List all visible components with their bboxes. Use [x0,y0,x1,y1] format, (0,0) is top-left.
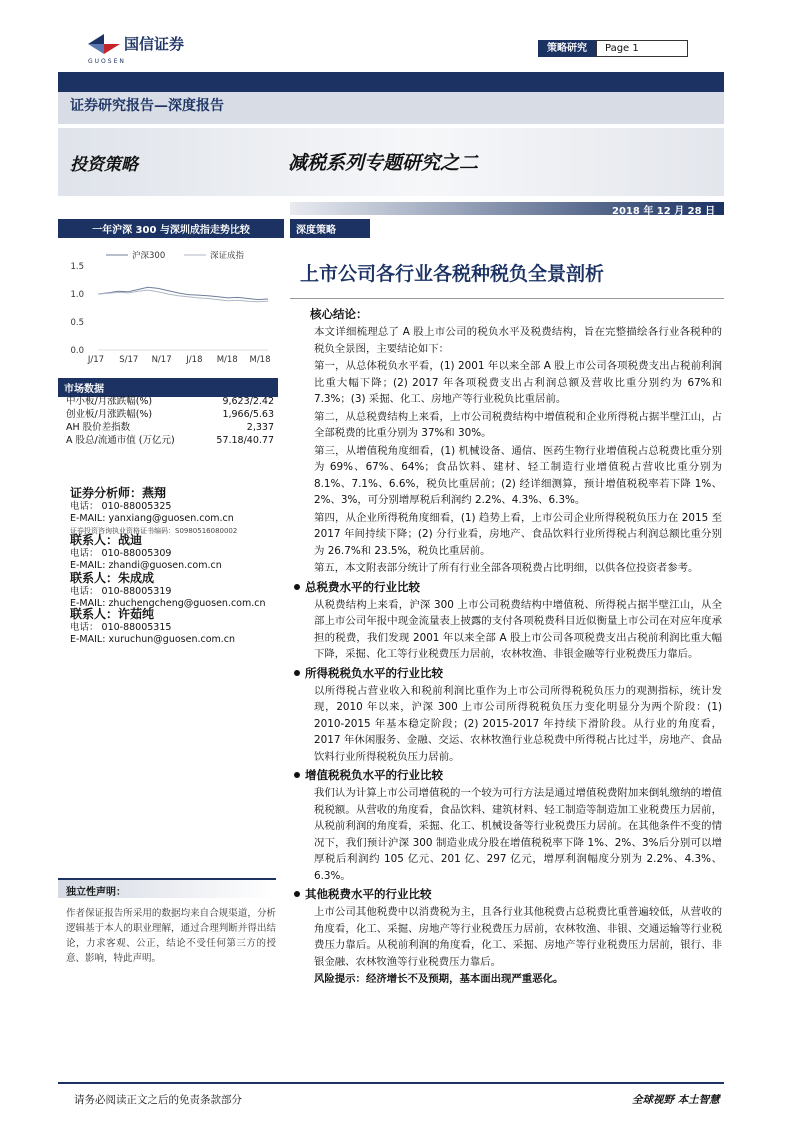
independence-text: 作者保证报告所采用的数据均来自合规渠道，分析逻辑基于本人的职业理解，通过合理判断并得出结论，力求客观、公正，结论不受任何第三方的授意、影响，特此声明。 [66,908,276,964]
core-paragraph: 第一，从总体税负水平看，(1) 2001 年以来全部 A 股上市公司各项税费支出占税前利润比重大幅下降；(2) 2017 年各项税费支出占利润总额及营收比重分别约为 67%和 7.3%；(3) 采掘、化工、房地产等行业税负比重居前。 [314,360,722,405]
market-row [66,421,274,434]
contact-email[interactable]: E-MAIL: xuruchun@guosen.com.cn [70,634,236,645]
contact-email[interactable]: E-MAIL: zhandi@guosen.com.cn [70,560,222,571]
x-tick-label: N/17 [151,355,172,365]
analyst-phone: 电话： 010-88005325 [70,501,172,512]
market-row [66,408,274,421]
footer-disclaimer[interactable]: 请务必阅读正文之后的免责条款部分 [74,1094,242,1106]
contact-title: 联系人： [70,607,119,621]
contact-name-line [70,571,290,586]
y-tick-label: 0.5 [70,318,84,328]
core-title: 核心结论： [310,307,368,321]
section-heading [294,665,722,681]
contact-name: 战迪 [118,533,143,547]
analyst-name-line [70,486,290,501]
section-title: 其他税费水平的行业比较 [305,887,432,901]
main-tag: 深度策略 [290,219,370,238]
series-line [98,287,268,299]
analyst-title: 证券分析师： [70,486,143,500]
section-text: 从税费结构上来看，沪深 300 上市公司税费结构中增值税、所得税占据半壁江山，从全部上市公司年报中现金流量表上披露的支付各项税费科目近似衡量上市公司在对应年度承担的税费，我们发现 2001 年以来全部 A 股上市公司各项税费支出占税前利润比重大幅下降，采掘、化工等行业税费压力居前，农林牧渔、非银金融等行业税费压力靠后。 [314,598,722,660]
contact-title: 联系人： [70,571,119,585]
contact-block [70,533,290,572]
section-title: 总税费水平的行业比较 [305,579,420,594]
index-chart-svg [58,244,278,372]
main-body [294,306,722,989]
x-tick-label: J/18 [186,355,203,365]
market-label: 创业板/月涨跌幅(%) [66,409,153,420]
core-paragraph: 第三，从增值税角度细看，(1) 机械设备、通信、医药生物行业增值税占总税费比重分别为 69%、67%、64%；食品饮料、建材、轻工制造行业增值税占营收比重分别为 8.1%、7.1%、6.6%，税负比重居前；(2) 经详细测算，预计增值税税率若下降 1%、2%、3%，可分别增厚税后利润约 2.2%、4.3%、6.3%。 [314,444,722,506]
market-data-table [66,395,274,447]
contact-block [70,571,290,610]
contact-block [70,607,290,646]
analyst-name: 燕翔 [142,486,167,500]
contact-name-line [70,607,290,622]
section-text: 上市公司其他税费中以消费税为主，且各行业其他税费占总税费比重普遍较低，从营收的角度看，化工、采掘、房地产等行业税费压力居前，农林牧渔、非银、交通运输等行业税费压力靠后。从税前利润的角度看，化工、采掘、房地产等行业税费压力居前，银行、非银金融、农林牧渔等行业税费压力靠后。 [314,906,722,968]
index-chart [58,244,278,372]
contact-name: 朱成成 [118,571,155,585]
footer-rule [58,1082,724,1084]
bullet-icon [294,891,300,897]
section-title: 所得税税负水平的行业比较 [305,665,443,680]
company-name-en: GUOSEN [88,58,126,65]
contact-email[interactable]: E-MAIL: zhuchengcheng@guosen.com.cn [70,598,266,609]
market-data-title: 市场数据 [58,378,278,397]
report-tag: 策略研究 [538,40,596,57]
section-heading [294,579,722,595]
category-title: 投资策略 [70,155,138,175]
analyst-email[interactable]: E-MAIL: yanxiang@guosen.com.cn [70,513,234,524]
market-row [66,434,274,447]
contact-phone: 电话： 010-88005319 [70,586,172,597]
section-title: 增值税税负水平的行业比较 [305,768,443,782]
contact-name: 许茹纯 [118,607,155,621]
market-value: 57.18/40.77 [216,435,274,446]
market-row [66,395,274,408]
y-tick-label: 1.5 [70,262,84,272]
market-value: 1,966/5.63 [222,409,274,420]
section-heading [294,767,722,783]
market-label: A 股总/流通市值 (万亿元) [66,435,175,446]
footer-slogan: 全球视野 本土智慧 [632,1094,720,1106]
market-value: 9,623/2.42 [222,396,274,407]
header-band [58,72,724,92]
contact-name-line [70,533,290,548]
x-tick-label: J/17 [87,355,105,365]
analyst-block [70,486,290,537]
core-conclusions [294,324,722,577]
core-paragraph: 本文详细梳理总了 A 股上市公司的税负水平及税费结构，旨在完整描绘各行业各税种的税负全景图，主要结论如下： [314,326,722,355]
section-text: 我们认为计算上市公司增值税的一个较为可行方法是通过增值税费附加来倒轧缴纳的增值税税额。从营收的角度看，食品饮料、建筑材料、轻工制造等制造加工业税费压力居前，从税前利润的角度看，采掘、化工、机械设备等行业税费压力居前。在其他条件不变的情况下，我们预计沪深 300 制造业成分股在增值税税率下降 1%、2%、3%后分别可以增厚税后利润约 105 亿元、201 亿、297 亿元，增厚利润幅度分别为 2.2%、4.3%、6.3%。 [314,787,722,882]
legend-label: 深证成指 [210,251,245,261]
series-title: 减税系列专题研究之二 [288,152,479,174]
core-paragraph: 第四，从企业所得税角度细看，(1) 趋势上看，上市公司企业所得税税负压力在 2015 至 2017 年间持续下降；(2) 分行业看，房地产、食品饮料行业所得税占利润总额比重分别为 26.7%和 23.5%，税负比重居前。 [314,511,722,557]
bullet-icon [294,670,300,676]
company-name: 国信证券 [124,35,185,53]
report-type: 证券研究报告—深度报告 [70,98,224,114]
core-paragraph: 第二，从总税费结构上来看，上市公司税费结构中增值税和企业所得税占据半壁江山，占全部税费的比重分别为 37%和 30%。 [314,410,722,439]
analyst-license: 证券投资咨询执业资格证书编码：S0980516080002 [70,527,238,535]
x-tick-label: S/17 [119,355,139,365]
page-number: Page 1 [596,40,688,57]
independence-title: 独立性声明： [66,887,126,898]
report-date: 2018 年 12 月 28 日 [612,206,716,217]
market-label: 中小板/月涨跌幅(%) [66,396,153,407]
headline: 上市公司各行业各税种税负全景剖析 [300,263,605,285]
x-tick-label: M/18 [249,355,271,365]
independence-header [58,878,276,898]
section-heading [294,886,722,902]
headline-rule [290,298,724,299]
company-logo [86,30,122,58]
chart-title: 一年沪深 300 与深圳成指走势比较 [58,219,284,238]
contact-phone: 电话： 010-88005309 [70,548,172,559]
market-label: AH 股价差指数 [66,422,131,433]
y-tick-label: 0.0 [70,346,84,356]
section-text: 以所得税占营业收入和税前利润比重作为上市公司所得税税负压力的观测指标，统计发现，2010 年以来，沪深 300 上市公司所得税税负压力变化明显分为两个阶段：(1) 2010-2015 年基本稳定阶段；(2) 2015-2017 年持续下滑阶段。从行业的角度看，2017 年休闲服务、金融、交运、农林牧渔行业总税费中所得税占比过半，房地产、食品饮料行业所得税税负压力居前。 [314,684,722,763]
core-paragraph: 第五，本文附表部分统计了所有行业全部各项税费占比明细，以供各位投资者参考。 [314,562,699,574]
bullet-icon [294,584,300,590]
contact-phone: 电话： 010-88005315 [70,622,172,633]
contact-title: 联系人： [70,533,119,547]
bullet-icon [294,772,300,778]
x-tick-label: M/18 [216,355,238,365]
header-tags [538,40,688,57]
risk-warning: 风险提示：经济增长不及预期，基本面出现严重恶化。 [314,973,564,985]
market-value: 2,337 [246,422,274,433]
y-tick-label: 1.0 [70,290,84,300]
legend-label: 沪深300 [132,251,166,261]
